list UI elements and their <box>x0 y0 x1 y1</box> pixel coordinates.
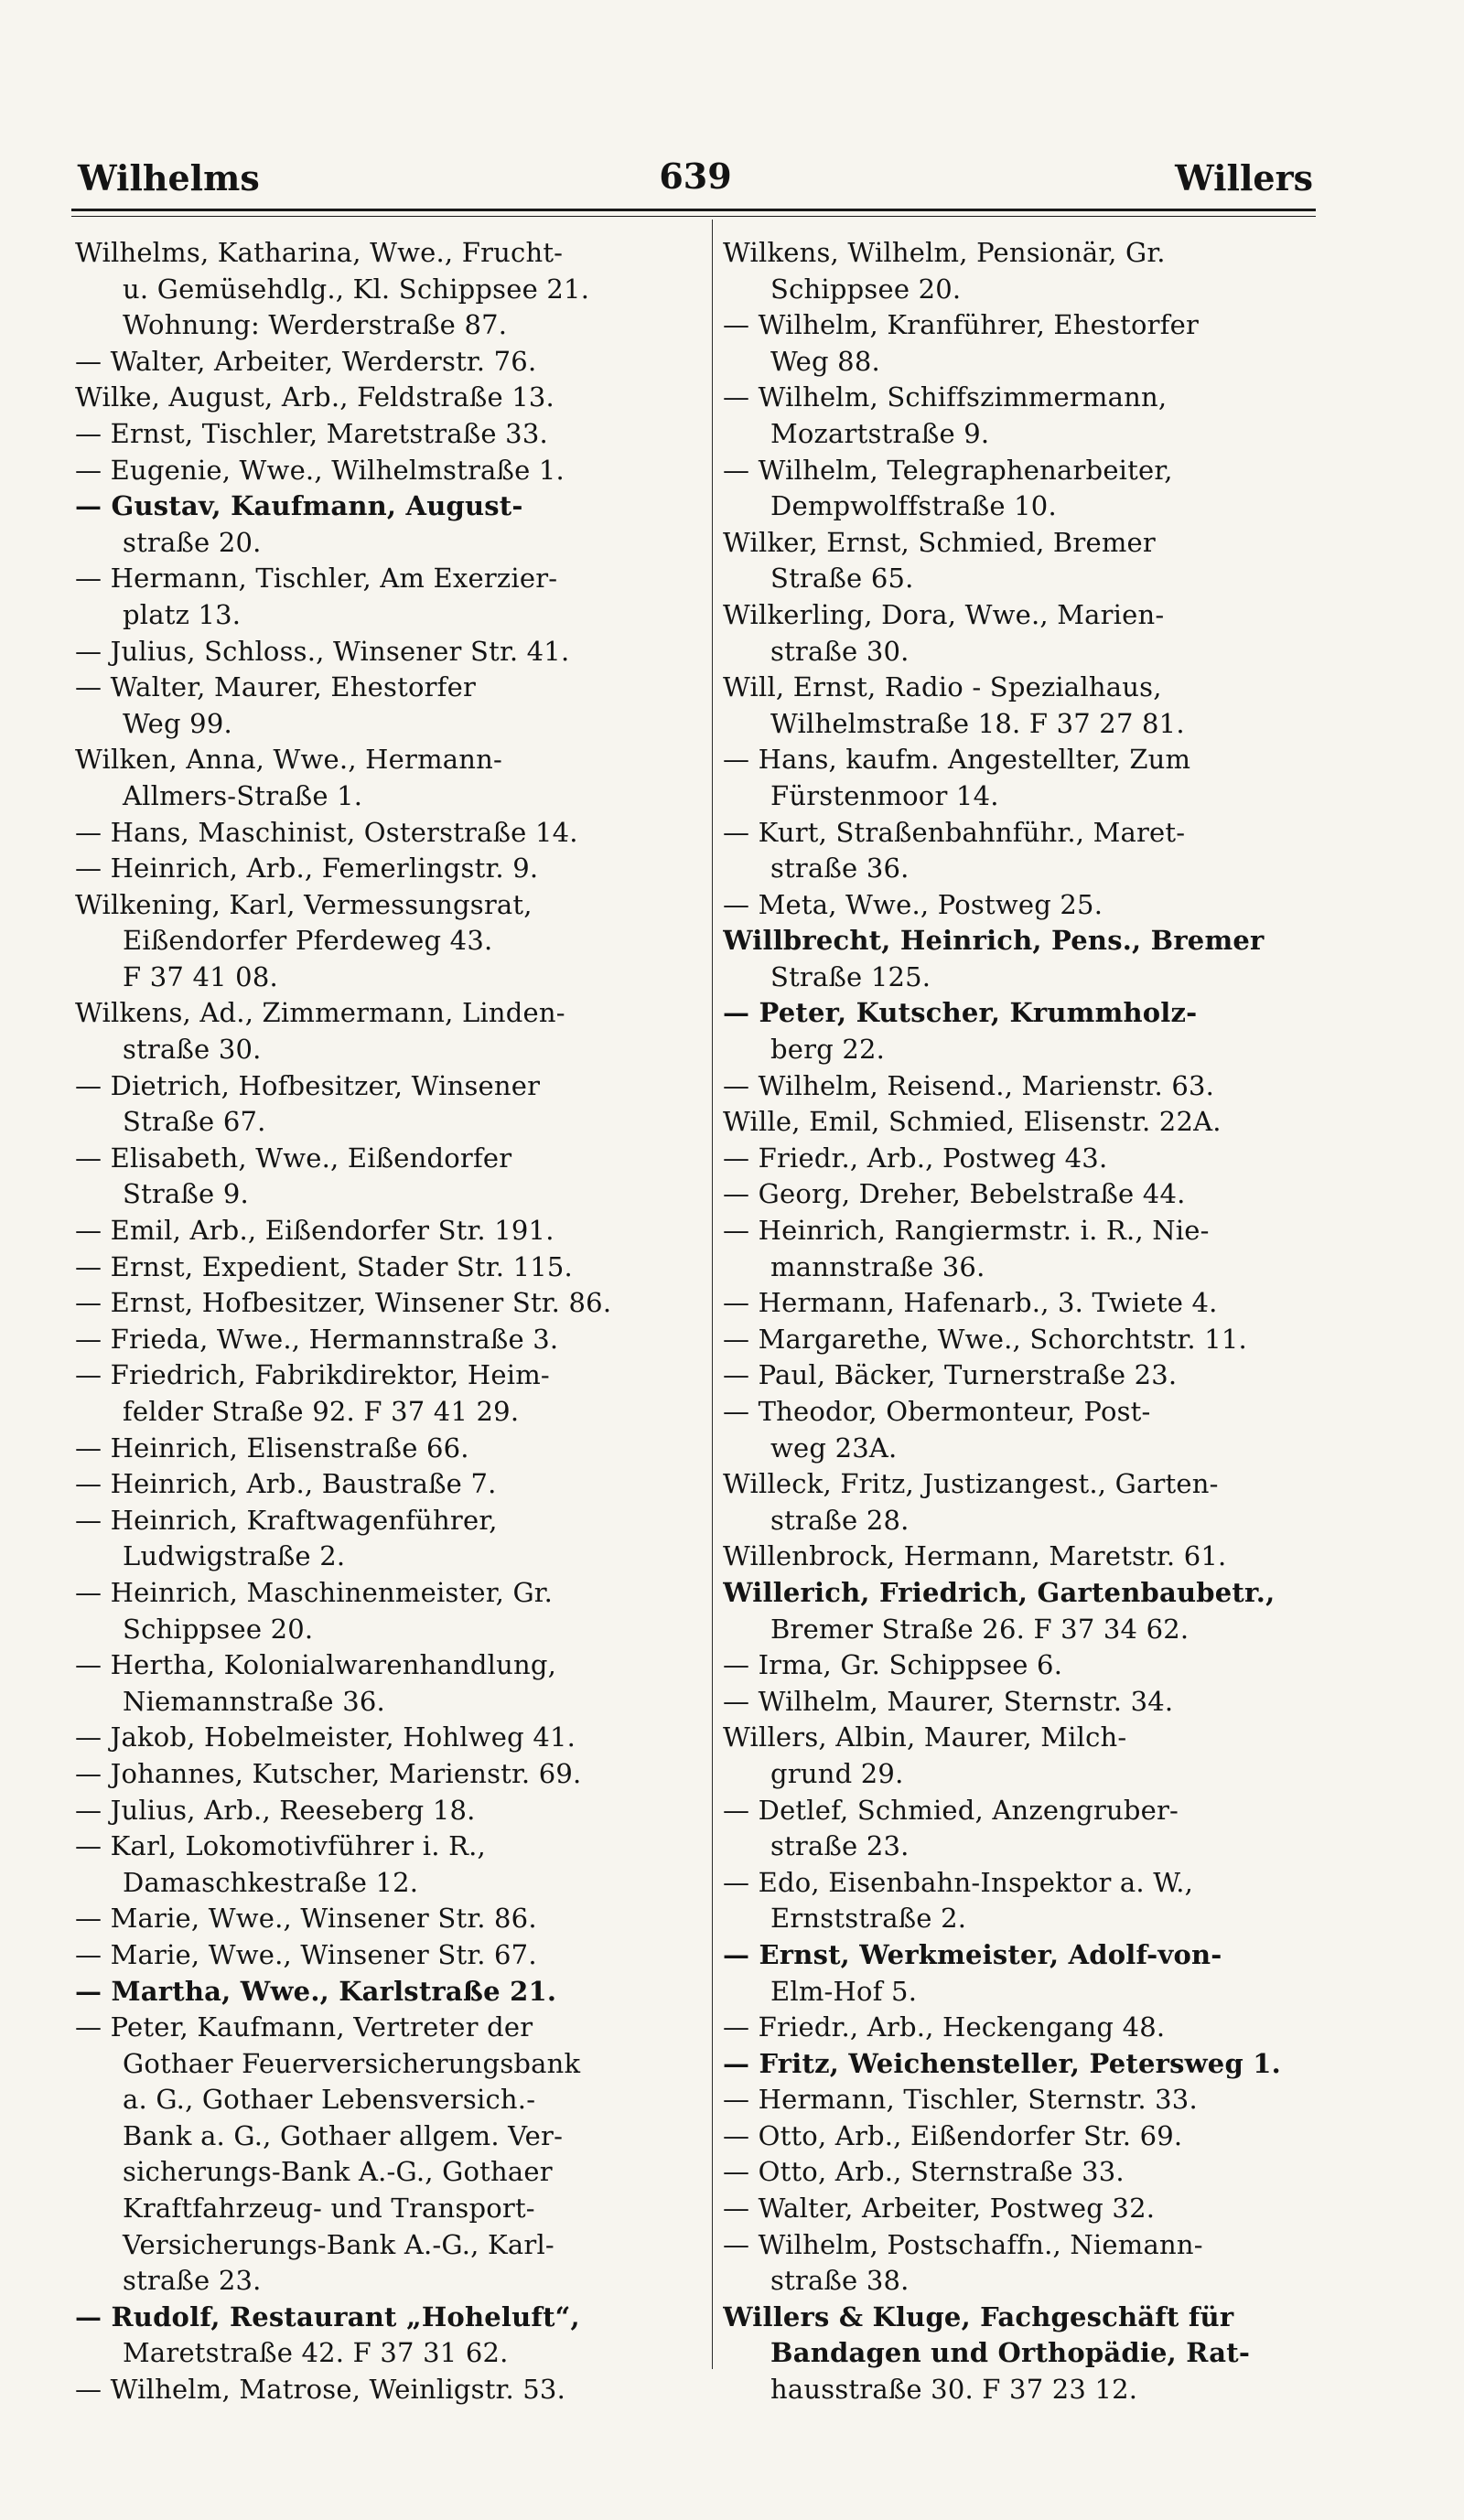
directory-entry-line: — Friedr., Arb., Heckengang 48. <box>723 2011 1166 2043</box>
directory-entry-line: Willenbrock, Hermann, Maretstr. 61. <box>723 1540 1227 1572</box>
directory-entry-line: — Marie, Wwe., Winsener Str. 67. <box>75 1938 537 1970</box>
directory-entry-line: — Wilhelm, Postschaffn., Niemann- <box>723 2228 1203 2260</box>
directory-entry-line: straße 20. <box>123 526 262 558</box>
directory-entry-line: Wilhelmstraße 18. F 37 27 81. <box>770 707 1185 739</box>
directory-entry-line: Dempwolffstraße 10. <box>770 490 1057 522</box>
directory-entry-line: — Hermann, Tischler, Sternstr. 33. <box>723 2084 1198 2116</box>
directory-entry-line: Wilken, Anna, Wwe., Hermann- <box>75 744 503 776</box>
directory-entry-line: Wohnung: Werderstraße 87. <box>123 309 508 341</box>
directory-entry-line: Wilkening, Karl, Vermessungsrat, <box>75 888 533 920</box>
directory-entry-line: felder Straße 92. F 37 41 29. <box>123 1396 520 1427</box>
directory-entry-line: Straße 67. <box>123 1106 266 1138</box>
directory-entry-line: straße 23. <box>123 2265 262 2297</box>
directory-entry-line: — Margarethe, Wwe., Schorchtstr. 11. <box>723 1323 1247 1355</box>
directory-entry-line: Mozartstraße 9. <box>770 417 990 449</box>
directory-entry-line: — Hermann, Hafenarb., 3. Twiete 4. <box>723 1287 1218 1319</box>
directory-entry-line: straße 38. <box>770 2265 910 2297</box>
directory-entry-line: a. G., Gothaer Lebensversich.- <box>123 2084 536 2116</box>
directory-entry-line: — Hans, kaufm. Angestellter, Zum <box>723 744 1191 776</box>
directory-entry-line: grund 29. <box>770 1757 904 1789</box>
directory-entry-line: — Rudolf, Restaurant „Hoheluft“, <box>75 2300 580 2332</box>
directory-entry-line: straße 36. <box>770 853 910 885</box>
directory-entry-line: — Gustav, Kaufmann, August- <box>75 490 523 522</box>
directory-entry-line: Will, Ernst, Radio - Spezialhaus, <box>723 671 1162 703</box>
directory-entry-line: mannstraße 36. <box>770 1250 985 1282</box>
directory-entry-line: Allmers-Straße 1. <box>123 779 363 811</box>
directory-entry-line: — Kurt, Straßenbahnführ., Maret- <box>723 816 1186 848</box>
directory-entry-line: Wilhelms, Katharina, Wwe., Frucht- <box>75 237 564 268</box>
directory-entry-line: — Wilhelm, Kranführer, Ehestorfer <box>723 309 1200 341</box>
directory-entry-line: — Hermann, Tischler, Am Exerzier- <box>75 563 558 595</box>
directory-entry-line: — Wilhelm, Matrose, Weinligstr. 53. <box>75 2374 565 2406</box>
directory-entry-line: — Wilhelm, Reisend., Marienstr. 63. <box>723 1069 1215 1101</box>
directory-entry-line: Damaschkestraße 12. <box>123 1866 419 1898</box>
directory-entry-line: — Hans, Maschinist, Osterstraße 14. <box>75 816 578 848</box>
directory-entry-line: — Peter, Kutscher, Krummholz- <box>723 997 1198 1029</box>
directory-entry-line: — Ernst, Expedient, Stader Str. 115. <box>75 1250 573 1282</box>
directory-entry-line: — Friedr., Arb., Postweg 43. <box>723 1142 1108 1174</box>
page-number: 639 <box>659 155 732 197</box>
directory-entry-line: straße 30. <box>123 1034 262 1066</box>
directory-entry-line: — Jakob, Hobelmeister, Hohlweg 41. <box>75 1721 576 1753</box>
right-column <box>723 235 1327 2408</box>
directory-entry-line: Schippsee 20. <box>123 1613 314 1645</box>
header-right-keyword: Willers <box>1175 157 1313 198</box>
directory-entry-line: Gothaer Feuerversicherungsbank <box>123 2047 581 2079</box>
directory-entry-line: Bremer Straße 26. F 37 34 62. <box>770 1613 1190 1645</box>
directory-entry-line: — Julius, Schloss., Winsener Str. 41. <box>75 635 570 667</box>
directory-entry-line: u. Gemüsehdlg., Kl. Schippsee 21. <box>123 273 590 305</box>
directory-entry-line: Niemannstraße 36. <box>123 1685 385 1717</box>
directory-entry-line: — Martha, Wwe., Karlstraße 21. <box>75 1975 557 2007</box>
directory-entry-line: — Heinrich, Rangiermstr. i. R., Nie- <box>723 1215 1210 1247</box>
directory-entry-line: — Meta, Wwe., Postweg 25. <box>723 888 1103 920</box>
directory-entry-line: Wilke, August, Arb., Feldstraße 13. <box>75 381 554 413</box>
directory-entry-line: — Walter, Arbeiter, Werderstr. 76. <box>75 345 537 377</box>
left-column <box>75 235 697 2408</box>
directory-entry-line: — Otto, Arb., Sternstraße 33. <box>723 2156 1125 2188</box>
directory-entry-line: — Wilhelm, Maurer, Sternstr. 34. <box>723 1685 1174 1717</box>
directory-entry-line: Elm-Hof 5. <box>770 1975 918 2007</box>
directory-entry-line: — Elisabeth, Wwe., Eißendorfer <box>75 1142 512 1174</box>
directory-entry-line: Versicherungs-Bank A.-G., Karl- <box>123 2228 554 2260</box>
directory-entry-line: — Friedrich, Fabrikdirektor, Heim- <box>75 1359 550 1391</box>
directory-entry-line: Wilker, Ernst, Schmied, Bremer <box>723 526 1156 558</box>
directory-entry-line: — Ernst, Hofbesitzer, Winsener Str. 86. <box>75 1287 612 1319</box>
directory-entry-line: — Fritz, Weichensteller, Petersweg 1. <box>723 2047 1281 2079</box>
directory-entry-line: hausstraße 30. F 37 23 12. <box>770 2374 1138 2406</box>
directory-entry-line: Willers, Albin, Maurer, Milch- <box>723 1721 1127 1753</box>
directory-entry-line: — Edo, Eisenbahn-Inspektor a. W., <box>723 1866 1194 1898</box>
directory-entry-line: Wilkerling, Dora, Wwe., Marien- <box>723 598 1165 630</box>
directory-entry-line: — Heinrich, Elisenstraße 66. <box>75 1432 469 1464</box>
directory-entry-line: Wilkens, Wilhelm, Pensionär, Gr. <box>723 237 1166 268</box>
directory-entry-line: — Peter, Kaufmann, Vertreter der <box>75 2011 533 2043</box>
directory-entry-line: Willeck, Fritz, Justizangest., Garten- <box>723 1468 1219 1500</box>
directory-entry-line: Weg 88. <box>770 345 880 377</box>
directory-entry-line: Fürstenmoor 14. <box>770 779 999 811</box>
directory-entry-line: — Wilhelm, Schiffszimmermann, <box>723 381 1168 413</box>
directory-entry-line: — Julius, Arb., Reeseberg 18. <box>75 1794 476 1826</box>
directory-entry-line: Maretstraße 42. F 37 31 62. <box>123 2337 509 2369</box>
directory-entry-line: Eißendorfer Pferdeweg 43. <box>123 925 493 957</box>
header-rule-thin <box>71 216 1316 217</box>
directory-entry-line: berg 22. <box>770 1034 886 1066</box>
directory-entry-line: — Karl, Lokomotivführer i. R., <box>75 1830 486 1862</box>
header-left-keyword: Wilhelms <box>78 157 260 198</box>
directory-entry-line: — Wilhelm, Telegraphenarbeiter, <box>723 454 1173 486</box>
directory-entry-line: — Eugenie, Wwe., Wilhelmstraße 1. <box>75 454 565 486</box>
directory-entry-line: — Heinrich, Arb., Baustraße 7. <box>75 1468 497 1500</box>
directory-entry-line: — Georg, Dreher, Bebelstraße 44. <box>723 1178 1186 1210</box>
directory-entry-line: Wilkens, Ad., Zimmermann, Linden- <box>75 997 565 1029</box>
directory-entry-line: sicherungs-Bank A.-G., Gothaer <box>123 2156 553 2188</box>
directory-entry-line: straße 30. <box>770 635 910 667</box>
directory-entry-line: Willers & Kluge, Fachgeschäft für <box>723 2300 1234 2332</box>
directory-entry-line: — Walter, Maurer, Ehestorfer <box>75 671 477 703</box>
directory-entry-line: weg 23A. <box>770 1432 898 1464</box>
directory-entry-line: — Johannes, Kutscher, Marienstr. 69. <box>75 1757 582 1789</box>
directory-entry-line: — Hertha, Kolonialwarenhandlung, <box>75 1649 557 1681</box>
directory-entry-line: platz 13. <box>123 598 242 630</box>
directory-entry-line: Bandagen und Orthopädie, Rat- <box>770 2337 1251 2369</box>
page-header <box>78 146 1313 201</box>
directory-entry-line: — Irma, Gr. Schippsee 6. <box>723 1649 1063 1681</box>
directory-entry-line: Willerich, Friedrich, Gartenbaubetr., <box>723 1576 1276 1608</box>
directory-entry-line: Bank a. G., Gothaer allgem. Ver- <box>123 2119 564 2151</box>
directory-entry-line: — Dietrich, Hofbesitzer, Winsener <box>75 1069 541 1101</box>
directory-entry-line: F 37 41 08. <box>123 960 278 992</box>
directory-entry-line: — Emil, Arb., Eißendorfer Str. 191. <box>75 1215 554 1247</box>
directory-entry-line: Kraftfahrzeug- und Transport- <box>123 2193 535 2225</box>
directory-entry-line: Wille, Emil, Schmied, Elisenstr. 22A. <box>723 1106 1222 1138</box>
directory-entry-line: — Detlef, Schmied, Anzengruber- <box>723 1794 1179 1826</box>
directory-entry-line: Ernststraße 2. <box>770 1903 967 1935</box>
directory-entry-line: — Ernst, Tischler, Maretstraße 33. <box>75 417 548 449</box>
directory-entry-line: — Otto, Arb., Eißendorfer Str. 69. <box>723 2119 1183 2151</box>
directory-entry-line: straße 23. <box>770 1830 910 1862</box>
directory-entry-line: — Heinrich, Kraftwagenführer, <box>75 1504 498 1536</box>
directory-entry-line: Straße 125. <box>770 960 931 992</box>
directory-entry-line: Straße 65. <box>770 563 914 595</box>
column-divider <box>712 220 713 2369</box>
header-rule-thick <box>71 209 1316 211</box>
directory-entry-line: — Paul, Bäcker, Turnerstraße 23. <box>723 1359 1178 1391</box>
directory-entry-line: — Heinrich, Maschinenmeister, Gr. <box>75 1576 554 1608</box>
directory-entry-line: — Ernst, Werkmeister, Adolf-von- <box>723 1938 1222 1970</box>
directory-entry-line: Straße 9. <box>123 1178 249 1210</box>
directory-entry-line: Weg 99. <box>123 707 232 739</box>
directory-entry-line: Schippsee 20. <box>770 273 962 305</box>
directory-entry-line: Willbrecht, Heinrich, Pens., Bremer <box>723 925 1265 957</box>
directory-entry-line: — Heinrich, Arb., Femerlingstr. 9. <box>75 853 539 885</box>
directory-entry-line: — Marie, Wwe., Winsener Str. 86. <box>75 1903 537 1935</box>
directory-entry-line: Ludwigstraße 2. <box>123 1540 346 1572</box>
directory-entry-line: — Walter, Arbeiter, Postweg 32. <box>723 2193 1156 2225</box>
directory-entry-line: straße 28. <box>770 1504 910 1536</box>
directory-entry-line: — Frieda, Wwe., Hermannstraße 3. <box>75 1323 559 1355</box>
directory-entry-line: — Theodor, Obermonteur, Post- <box>723 1396 1151 1427</box>
